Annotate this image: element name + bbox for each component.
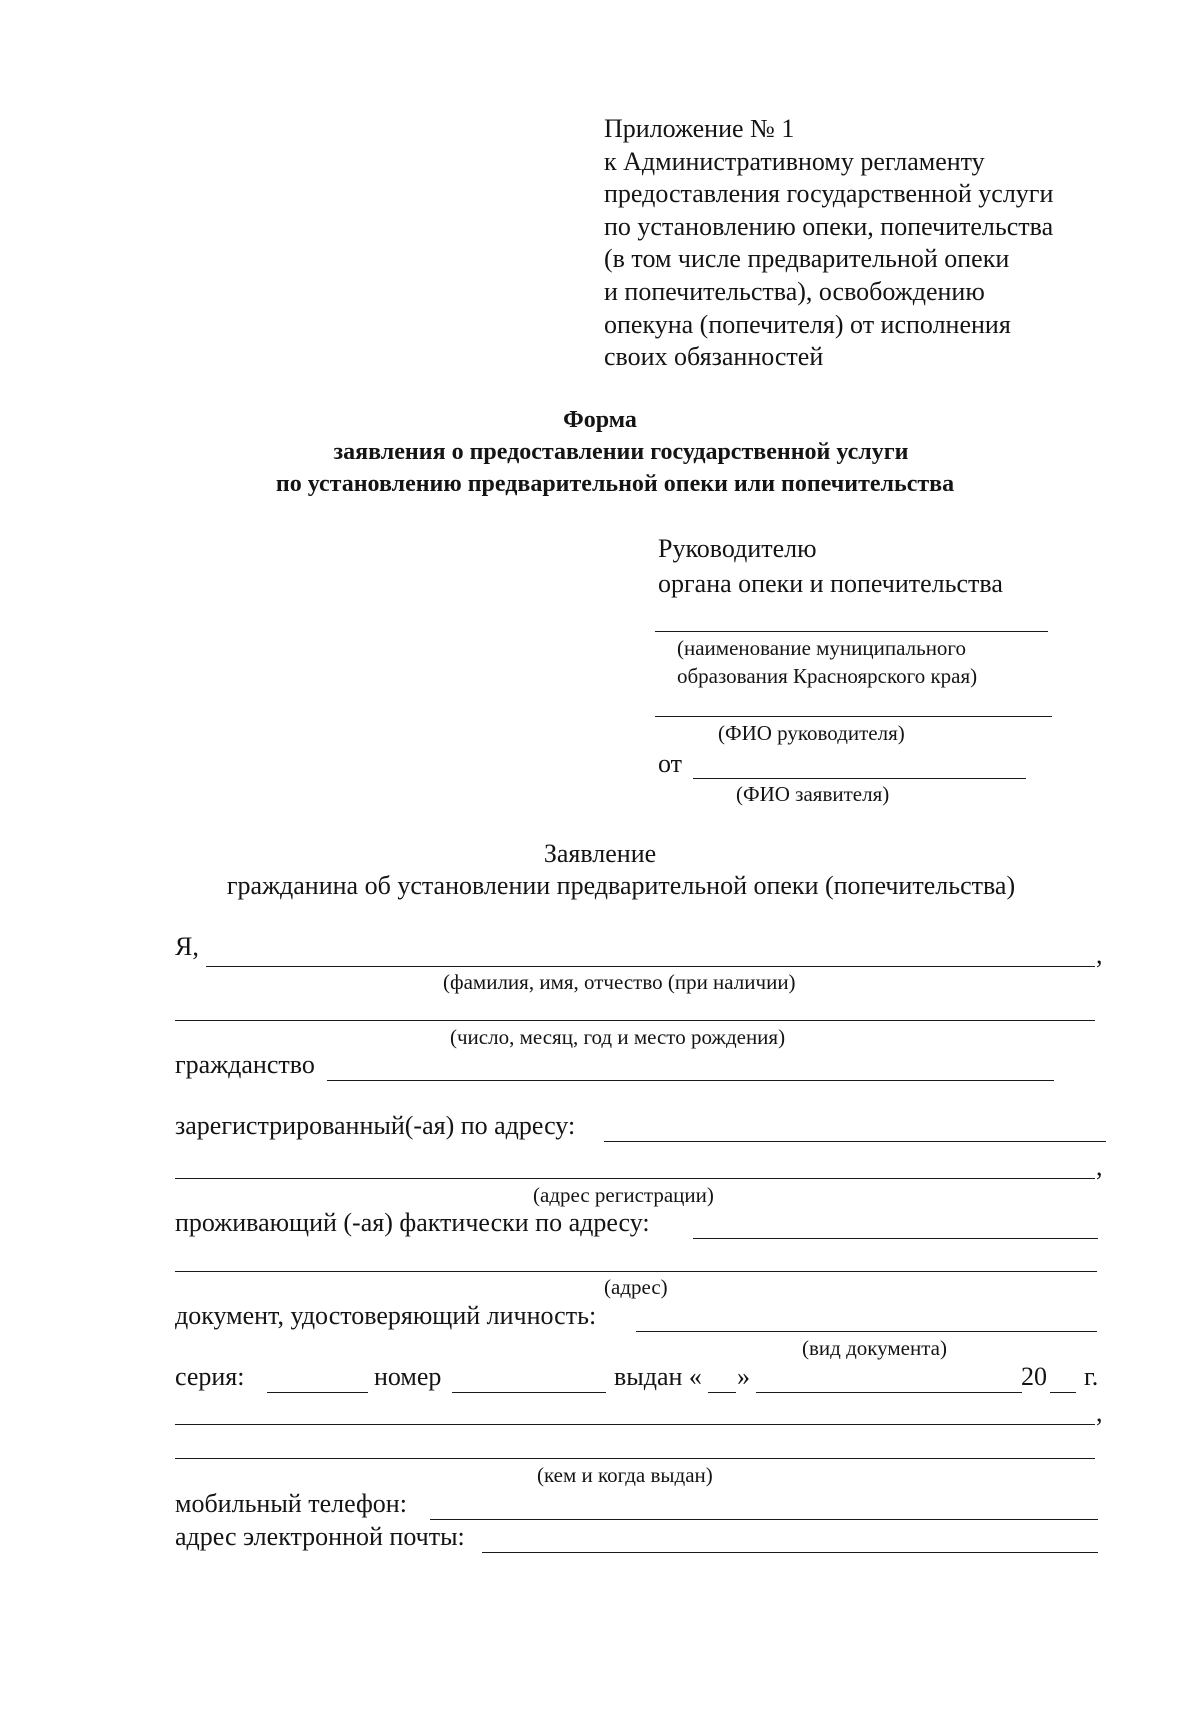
statement-title-line2: гражданина об установлении предварительной опеки (попечительства) xyxy=(226,871,1016,900)
issued-by-caption: (кем и когда выдан) xyxy=(537,1463,713,1487)
appendix-line: Приложение № 1 xyxy=(604,114,795,143)
appendix-line: предоставления государственной услуги xyxy=(604,179,1054,209)
municipality-caption-1: (наименование муниципального xyxy=(677,636,967,660)
appendix-line: опекуна (попечителя) от исполнения xyxy=(604,309,1011,339)
full-name-caption: (фамилия, имя, отчество (при наличии) xyxy=(443,970,796,994)
statement-title-line1: Заявление xyxy=(543,839,657,868)
address-caption: (адрес) xyxy=(604,1275,668,1299)
comma: , xyxy=(1096,1152,1103,1181)
appendix-line: и попечительства), освобождению xyxy=(604,276,985,306)
issued-day-field[interactable] xyxy=(708,1392,736,1393)
head-name-caption: (ФИО руководителя) xyxy=(718,721,905,745)
mobile-field[interactable] xyxy=(430,1519,1098,1520)
citizenship-label: гражданство xyxy=(175,1050,315,1079)
municipality-field[interactable] xyxy=(655,631,1048,632)
head-name-field[interactable] xyxy=(655,716,1052,717)
i-label: Я, xyxy=(175,932,199,961)
from-label: от xyxy=(658,749,683,778)
email-field[interactable] xyxy=(482,1552,1098,1553)
series-label: серия: xyxy=(175,1362,245,1391)
issued-by-field-2[interactable] xyxy=(175,1458,1095,1459)
addressee-line1: Руководителю xyxy=(658,534,817,563)
id-document-label: документ, удостоверяющий личность: xyxy=(175,1301,597,1330)
statement-title xyxy=(0,838,1200,902)
year-suffix: г. xyxy=(1084,1362,1099,1391)
applicant-name-field[interactable] xyxy=(693,778,1026,779)
municipality-caption-2: образования Красноярского края) xyxy=(677,664,978,688)
residing-address-field[interactable] xyxy=(693,1238,1098,1239)
number-field[interactable] xyxy=(452,1392,606,1393)
birth-field[interactable] xyxy=(175,1020,1095,1021)
issued-close: » xyxy=(737,1362,750,1391)
issued-month-field[interactable] xyxy=(756,1392,1022,1393)
comma: , xyxy=(1096,940,1103,969)
email-label: адрес электронной почты: xyxy=(175,1522,465,1551)
full-name-field[interactable] xyxy=(206,966,1095,967)
appendix-line: по установлению опеки, попечительства xyxy=(604,211,1054,241)
form-title-line3: по установлению предварительной опеки или попечительства xyxy=(275,471,955,497)
applicant-name-caption: (ФИО заявителя) xyxy=(736,782,890,806)
appendix-line: к Административному регламенту xyxy=(604,146,985,176)
registration-caption: (адрес регистрации) xyxy=(533,1183,714,1207)
form-title-line1: Форма xyxy=(563,407,637,433)
issued-label: выдан « xyxy=(614,1362,702,1391)
residing-address-field-2[interactable] xyxy=(175,1271,1097,1272)
residing-label: проживающий (-ая) фактически по адресу: xyxy=(175,1208,650,1237)
appendix-note xyxy=(604,113,1053,374)
comma: , xyxy=(1096,1398,1103,1427)
issued-year-field[interactable] xyxy=(1050,1392,1076,1393)
form-title-line2: заявления о предоставлении государственной услуги xyxy=(333,439,909,465)
series-field[interactable] xyxy=(267,1392,368,1393)
registered-address-field-2[interactable] xyxy=(175,1178,1095,1179)
citizenship-field[interactable] xyxy=(327,1080,1054,1081)
registered-address-field[interactable] xyxy=(604,1141,1106,1142)
addressee-line2: органа опеки и попечительства xyxy=(658,569,1003,598)
appendix-line: (в том числе предварительной опеки xyxy=(604,244,1010,274)
number-label: номер xyxy=(374,1362,442,1391)
document-type-field[interactable] xyxy=(636,1331,1097,1332)
appendix-line: своих обязанностей xyxy=(604,342,824,372)
registered-label: зарегистрированный(-ая) по адресу: xyxy=(175,1111,576,1140)
form-title xyxy=(0,404,1200,500)
document-type-caption: (вид документа) xyxy=(802,1336,947,1360)
mobile-label: мобильный телефон: xyxy=(175,1489,407,1518)
year-prefix: 20 xyxy=(1021,1362,1047,1391)
issued-by-field[interactable] xyxy=(175,1424,1095,1425)
birth-caption: (число, месяц, год и место рождения) xyxy=(450,1025,786,1049)
